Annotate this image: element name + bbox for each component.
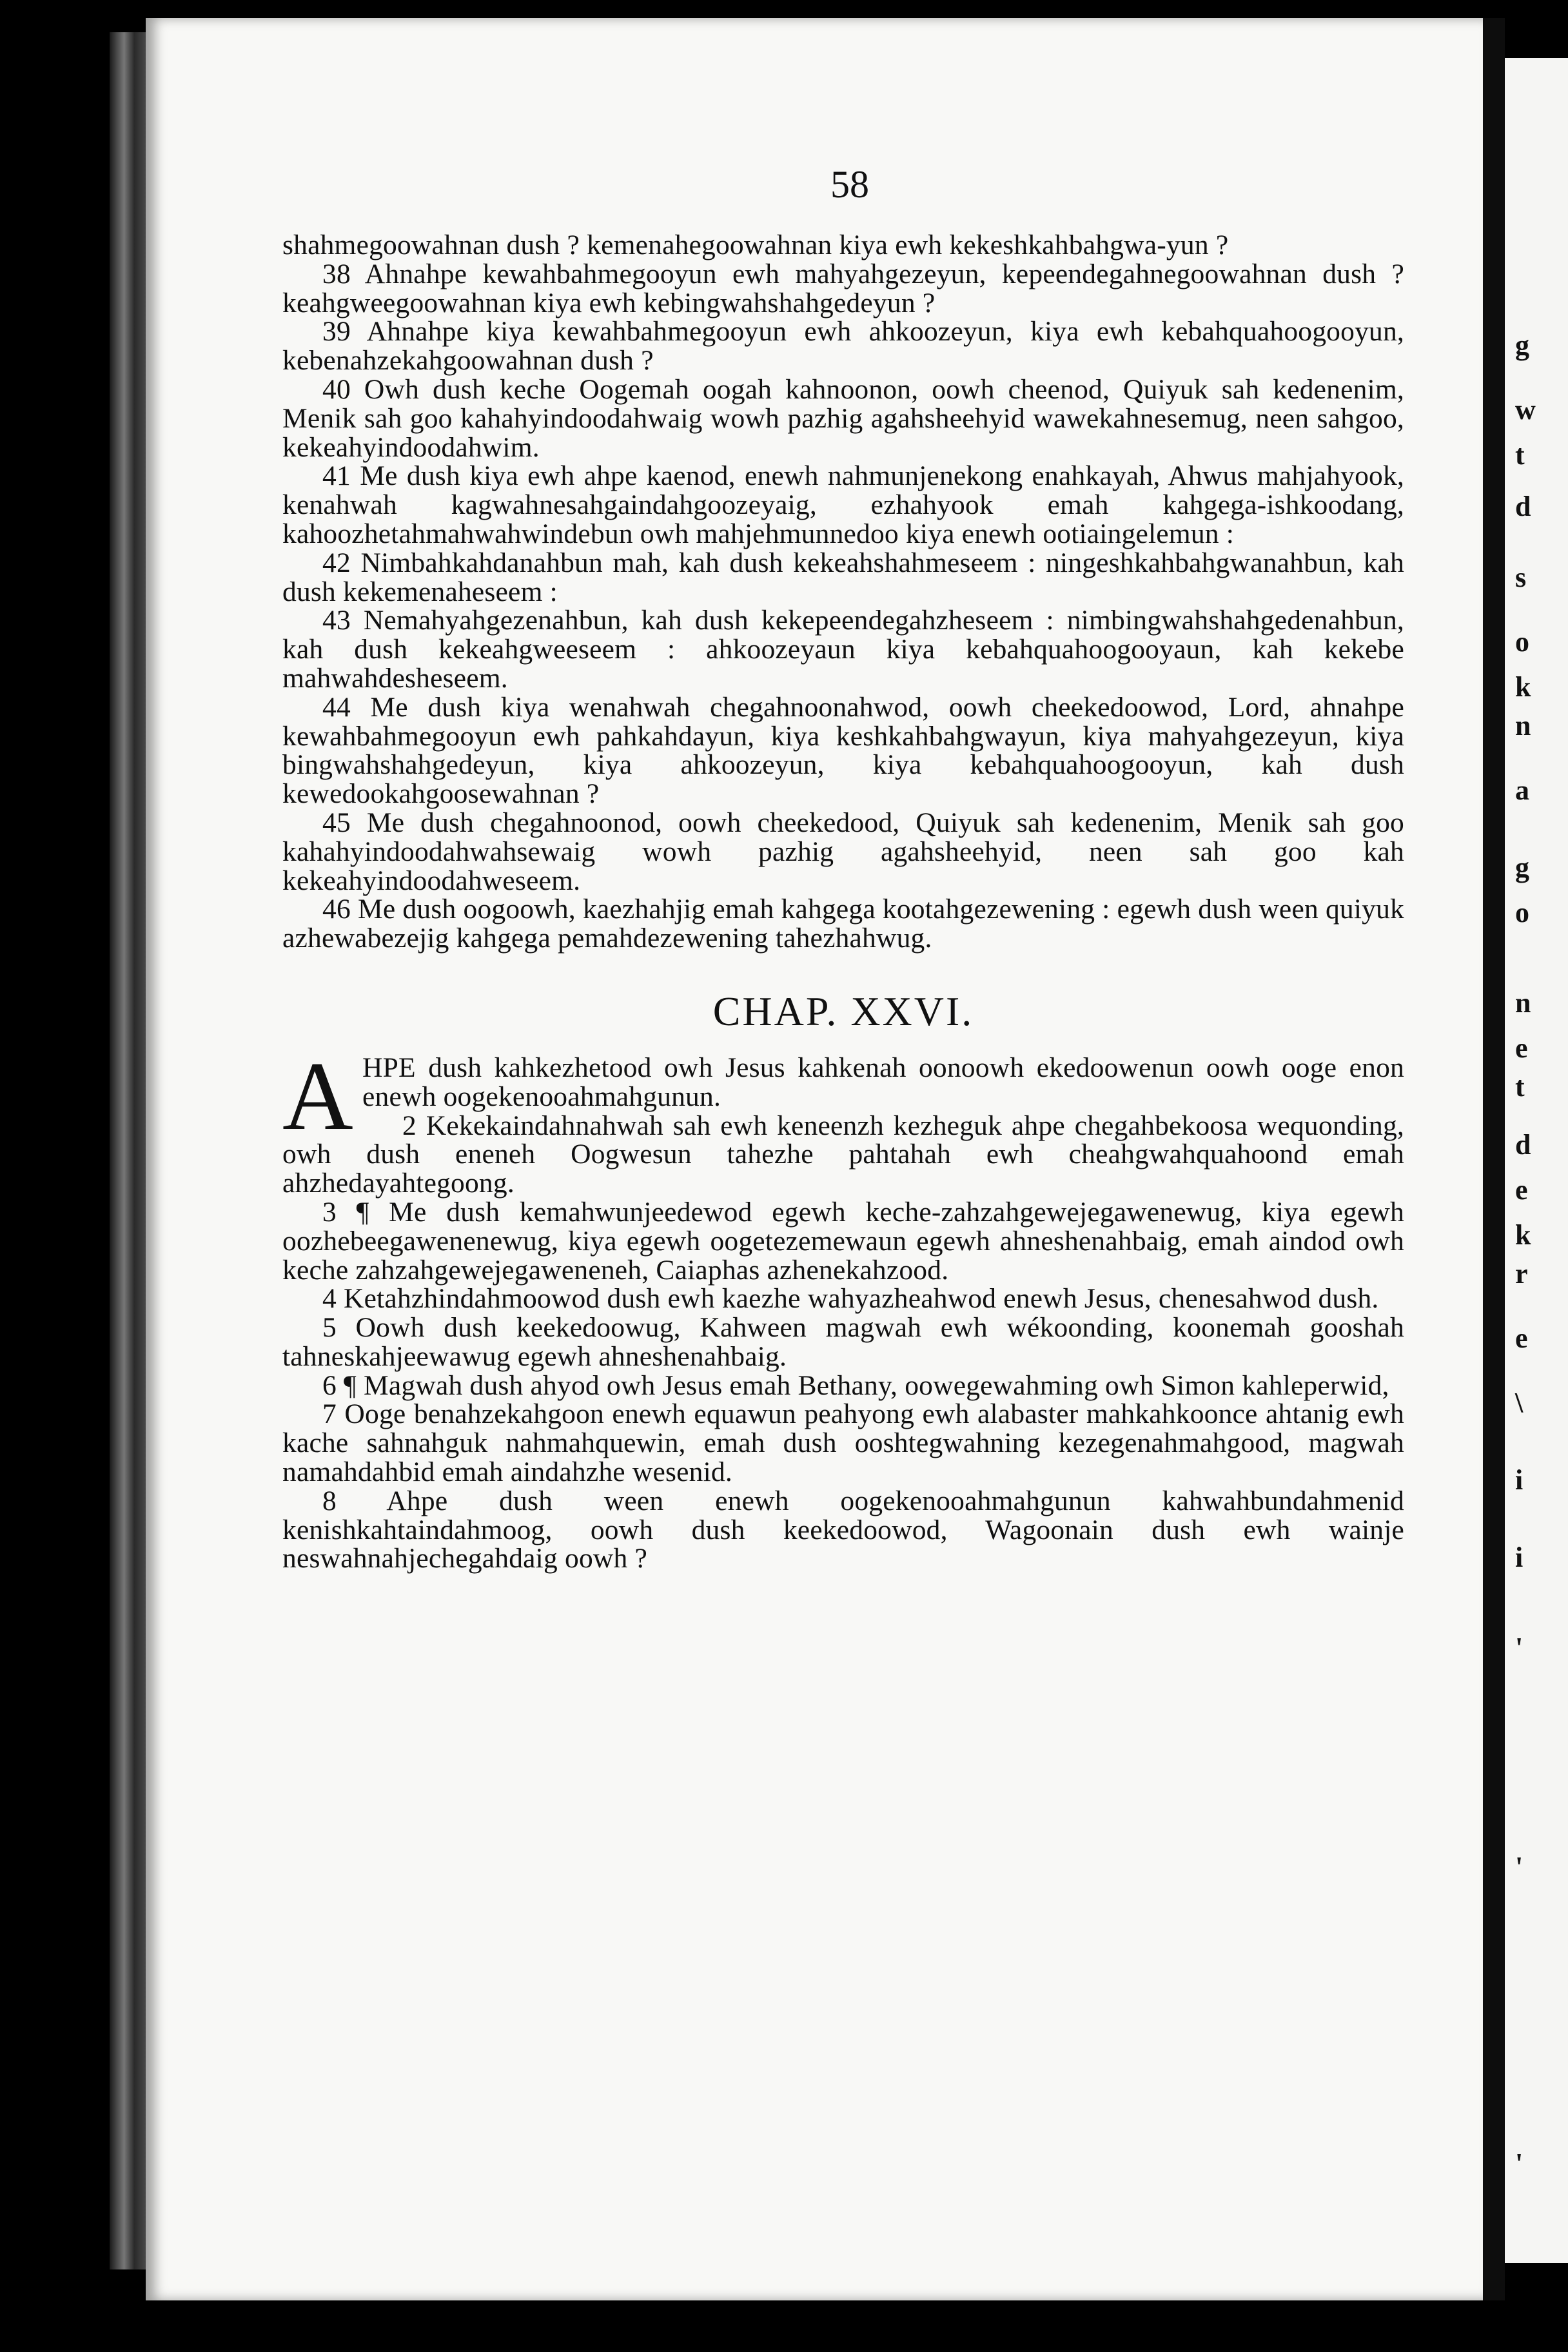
verse: 7 Ooge benahzekahgoon enewh equawun peahyong ewh alabaster mahkahkoonce ahtanig ewh kache sahnahguk nahmahquewin, emah dush ooshtegwahning kezegenahmahgood, magwah namahdahbid emah aindahzhe wesenid.: [282, 1398, 1404, 1488]
verse: 42 Nimbahkahdanahbun mah, kah dush kekeahshahmeseem : ningeshkahbahgwanahbun, kah dush kekemenaheseem :: [282, 547, 1404, 607]
facing-page-letter: n: [1515, 987, 1531, 1019]
facing-page-letter: \: [1515, 1387, 1524, 1418]
verse: 43 Nemahyahgezenahbun, kah dush kekepeendegahzheseem : nimbingwahshahgedenahbun, kah dush kekeahgweeseem : ahkoozeyaun kiya kebahquahoogooyaun, kah kekebe mahwahdesheseem.: [282, 605, 1404, 694]
verse: 38 Ahnahpe kewahbahmegooyun ewh mahyahgezeyun, kepeendegahnegoowahnan dush ? keahgweegoowahnan kiya ewh kebingwahshahgedeyun ?: [282, 258, 1404, 318]
page-body: [282, 231, 1404, 1573]
facing-page-letter: ': [1515, 2148, 1524, 2179]
page-number: 58: [830, 163, 869, 206]
facing-page-letter: i: [1515, 1542, 1524, 1573]
facing-page-letter: w: [1515, 394, 1536, 426]
facing-page-letter: k: [1515, 1219, 1531, 1251]
verse: 3 ¶ Me dush kemahwunjeedewod egewh keche-zahzahgewejegawenewug, kiya egewh oozhebeegawenenewug, kiya egewh oogetezemewaun egewh ahneshenahbaig, emah aindod owh keche zahzahgewejegaweneneh, Caiaphas azhenekahzood.: [282, 1196, 1404, 1286]
verses-chapter-xxv: [282, 231, 1404, 953]
facing-page-letter: n: [1515, 710, 1531, 741]
facing-page-letter: ': [1515, 1632, 1524, 1663]
facing-page-letter: ': [1515, 1851, 1524, 1883]
verse: 4 Ketahzhindahmoowod dush ewh kaezhe wahyazheahwod enewh Jesus, chenesahwod dush.: [322, 1283, 1379, 1315]
book-spine: [110, 32, 151, 2269]
verse-text: HPE dush kahkezhetood owh Jesus kahkenah oonoowh ekedoowenun oowh ooge enon enewh oogekenooahmahgunun.: [362, 1052, 1404, 1112]
facing-page-letter: o: [1515, 626, 1529, 658]
facing-page-letter: d: [1515, 491, 1531, 522]
facing-page-letter: o: [1515, 897, 1529, 928]
facing-page-letter: g: [1515, 329, 1529, 361]
verses-chapter-xxvi: [282, 1041, 1404, 1574]
verse: 45 Me dush chegahnoonod, oowh cheekedood, Quiyuk sah kedenenim, Menik sah goo kahahyindoodahwahsewaig wowh pazhig agahsheehyid, neen sah goo kah kekeahyindoodahweseem.: [282, 807, 1404, 896]
verse: 2 Kekekaindahnahwah sah ewh keneenzh kezheguk ahpe chegahbekoosa wequonding, owh dush eneneh Oogwesun tahezhe pahtahah ewh cheahgwahquahoond emah ahzhedayahtegoong.: [282, 1110, 1404, 1199]
page-gutter: [1483, 18, 1505, 2300]
verse: 40 Owh dush keche Oogemah oogah kahnoonon, oowh cheenod, Quiyuk sah kedenenim, Menik sah goo kahahyindoodahwaig wowh pazhig agahsheehyid wawekahnesemug, neen sahgoo, kekeahyindoodahwim.: [282, 373, 1404, 463]
verse: 39 Ahnahpe kiya kewahbahmegooyun ewh ahkoozeyun, kiya ewh kebahquahoogooyun, kebenahzekahgoowahnan dush ?: [282, 316, 1404, 377]
facing-page-letter: i: [1515, 1464, 1524, 1496]
facing-page-letter: d: [1515, 1129, 1531, 1161]
facing-page-letter: e: [1515, 1322, 1528, 1354]
facing-page-letter: s: [1515, 562, 1527, 593]
verse: 8 Ahpe dush ween enewh oogekenooahmahgunun kahwahbundahmenid kenishkahtaindahmoog, oowh dush keekedoowod, Wagoonain dush ewh wainje neswahnahjechegahdaig oowh ?: [282, 1485, 1404, 1574]
facing-page-edge: [1505, 58, 1568, 2263]
facing-page-letter: k: [1515, 671, 1531, 703]
verse: 44 Me dush kiya wenahwah chegahnoonahwod, oowh cheekedoowod, Lord, ahnahpe kewahbahmegooyun ewh pahkahdayun, kiya keshkahbahgwayun, kiya mahyahgezeyun, kiya bingwahshahgedeyun, kiya ahkoozeyun, kiya kebahquahoogooyun, kah dush kewedookahgoosewahnan ?: [282, 691, 1404, 810]
verse: 41 Me dush kiya ewh ahpe kaenod, enewh nahmunjenekong enahkayah, Ahwus mahjahyook, kenahwah kagwahnesahgaindahgoozeyaig, ezhahyook emah kahgega-ishkoodang, kahoozhetahmahwahwindebun owh mahjehmunnedoo kiya enewh ootiaingelemun :: [282, 460, 1404, 549]
verse-1: [282, 1041, 1404, 1150]
facing-page-letter: g: [1515, 852, 1529, 883]
verse: shahmegoowahnan dush ? kemenahegoowahnan kiya ewh kekeshkahbahgwa-yun ?: [282, 230, 1229, 260]
facing-page-letter: a: [1515, 774, 1529, 806]
facing-page-letter: t: [1515, 1071, 1525, 1102]
drop-cap: A: [282, 1041, 353, 1150]
verse: 5 Oowh dush keekedoowug, Kahween magwah ewh wékoonding, koonemah gooshah tahneskahjeewawug egewh ahneshenahbaig.: [282, 1312, 1404, 1372]
facing-page-letter: r: [1515, 1258, 1528, 1289]
chapter-heading: CHAP. XXVI.: [712, 988, 974, 1034]
facing-page-letter: e: [1515, 1032, 1528, 1064]
facing-page-letter: e: [1515, 1174, 1528, 1206]
verse: 46 Me dush oogoowh, kaezhahjig emah kahgega kootahgezewening : egewh dush ween quiyuk azhewabezejig kahgega pemahdezewening tahezhahwug.: [282, 894, 1405, 954]
verse: 6 ¶ Magwah dush ahyod owh Jesus emah Bethany, oowegewahming owh Simon kahleperwid,: [322, 1369, 1389, 1401]
facing-page-letter: t: [1515, 439, 1525, 471]
